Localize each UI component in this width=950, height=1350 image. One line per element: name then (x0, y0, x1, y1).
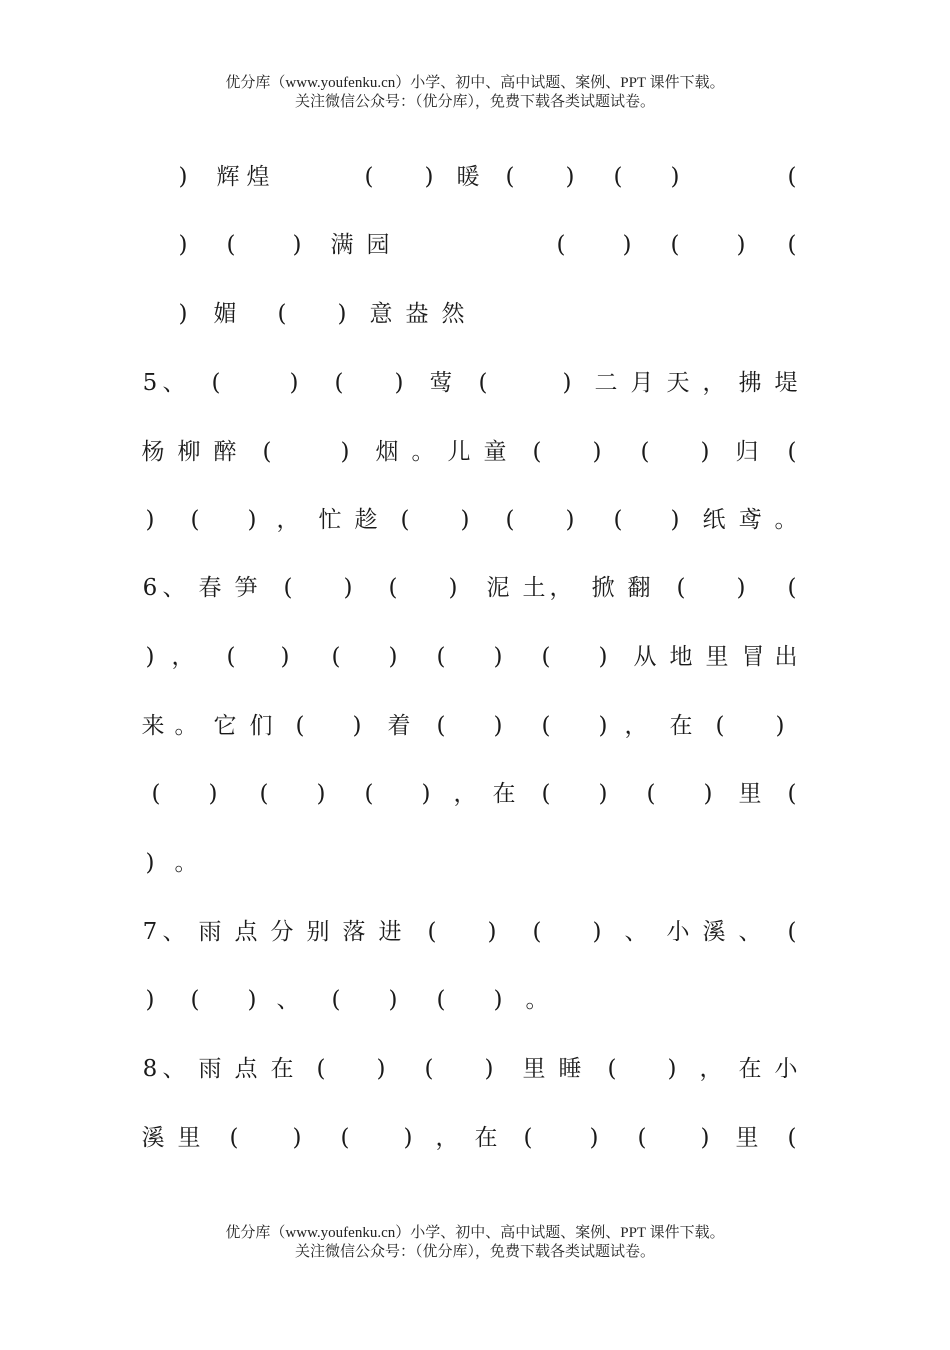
char: ( (226, 232, 236, 258)
char: ( (556, 232, 566, 258)
char: ( (316, 1056, 326, 1082)
char: 月 (630, 370, 654, 396)
char: 点 (234, 919, 258, 945)
char: 拂 (738, 370, 762, 396)
char: ) (736, 575, 746, 601)
char: 纸 (702, 507, 726, 533)
char: ( (541, 713, 551, 739)
char: ( (190, 987, 200, 1013)
char: 里 (177, 1125, 201, 1151)
text-line-9 (0, 711, 950, 741)
char: 在 (474, 1125, 498, 1151)
char: ) (178, 301, 188, 327)
char: 然 (441, 301, 465, 327)
char: ) (403, 1125, 413, 1151)
char: 柳 (177, 439, 201, 465)
char: ) (592, 919, 602, 945)
char: ) (598, 644, 608, 670)
char: 们 (249, 713, 273, 739)
char: 进 (378, 919, 402, 945)
char: 8 (142, 1056, 158, 1082)
char: 在 (270, 1056, 294, 1082)
page-footer-banner (0, 1224, 950, 1262)
char: 鸢 (738, 507, 762, 533)
char: ( (277, 301, 287, 327)
char: ( (532, 439, 542, 465)
char: 园 (366, 232, 390, 258)
char: ( (640, 439, 650, 465)
char: 落 (342, 919, 366, 945)
text-line-4 (0, 368, 950, 398)
page-header-banner (0, 74, 950, 112)
char: 、 (738, 919, 762, 945)
char: ( (787, 232, 797, 258)
char: ) (343, 575, 353, 601)
char: 童 (483, 439, 507, 465)
text-line-12 (0, 917, 950, 947)
char: 媚 (213, 301, 237, 327)
char: ) (670, 164, 680, 190)
char: ) (289, 370, 299, 396)
char: ) (736, 232, 746, 258)
char: ) (700, 439, 710, 465)
char: 、 (276, 987, 300, 1013)
char: ) (394, 370, 404, 396)
char: 、 (162, 1056, 186, 1082)
char: 在 (492, 781, 516, 807)
char: 土 (522, 575, 546, 601)
char: 雨 (198, 919, 222, 945)
char: ) (493, 987, 503, 1013)
char: ( (388, 575, 398, 601)
char: 。 (411, 439, 435, 465)
text-line-1 (0, 162, 950, 192)
char: 6 (142, 575, 158, 601)
char: ( (226, 644, 236, 670)
char: ( (670, 232, 680, 258)
char: ( (364, 164, 374, 190)
char: ) (565, 164, 575, 190)
char: ( (787, 164, 797, 190)
char: ， (171, 644, 195, 670)
char: 。 (525, 987, 549, 1013)
char: ( (646, 781, 656, 807)
char: 里 (705, 644, 729, 670)
char: ) (589, 1125, 599, 1151)
char: 在 (738, 1056, 762, 1082)
char: ) (448, 575, 458, 601)
char: 它 (213, 713, 237, 739)
text-line-7 (0, 573, 950, 603)
char: ( (424, 1056, 434, 1082)
char: ( (283, 575, 293, 601)
char: 。 (774, 507, 798, 533)
char: ) (565, 507, 575, 533)
header-line-1: 优分库（www.youfenku.cn）小学、初中、高中试题、案例、PPT 课件下载。 (225, 75, 725, 91)
char: 意 (369, 301, 393, 327)
char: 儿 (447, 439, 471, 465)
char: ) (388, 987, 398, 1013)
char: ( (505, 507, 515, 533)
char: ( (541, 781, 551, 807)
char: 小 (774, 1056, 798, 1082)
char: ( (541, 644, 551, 670)
char: 暖 (456, 164, 480, 190)
char: 地 (669, 644, 693, 670)
char: ) (145, 850, 155, 876)
char: ， (453, 781, 477, 807)
char: ( (364, 781, 374, 807)
char: ( (637, 1125, 647, 1151)
char: ( (523, 1125, 533, 1151)
char: 莺 (429, 370, 453, 396)
char: ) (376, 1056, 386, 1082)
char: 堤 (774, 370, 798, 396)
char: ( (532, 919, 542, 945)
char: 。 (174, 713, 198, 739)
char: 点 (234, 1056, 258, 1082)
char: 翻 (627, 575, 651, 601)
text-line-3 (0, 299, 950, 329)
char: ( (715, 713, 725, 739)
char: ) (667, 1056, 677, 1082)
text-line-8 (0, 642, 950, 672)
char: 别 (306, 919, 330, 945)
char: ) (292, 1125, 302, 1151)
char: 雨 (198, 1056, 222, 1082)
char: 二 (594, 370, 618, 396)
char: ( (607, 1056, 617, 1082)
char: 、 (162, 575, 186, 601)
char: 溪 (141, 1125, 165, 1151)
char: ( (436, 987, 446, 1013)
char: 7 (142, 919, 158, 945)
char: ( (211, 370, 221, 396)
char: ) (352, 713, 362, 739)
char: ) (247, 987, 257, 1013)
char: 盎 (405, 301, 429, 327)
char: ) (292, 232, 302, 258)
char: ( (787, 781, 797, 807)
char: ) (598, 713, 608, 739)
header-line-2: 关注微信公众号：（优分库），免费下载各类试题试卷。 (294, 94, 655, 110)
text-line-11 (0, 848, 950, 878)
char: ) (484, 1056, 494, 1082)
char: ( (478, 370, 488, 396)
char: 忙 (318, 507, 342, 533)
char: ( (436, 644, 446, 670)
char: ) (460, 507, 470, 533)
char: ( (331, 644, 341, 670)
footer-line-2: 关注微信公众号：（优分库），免费下载各类试题试卷。 (294, 1244, 655, 1260)
char: ) (145, 644, 155, 670)
char: 趁 (354, 507, 378, 533)
char: ( (334, 370, 344, 396)
text-line-6 (0, 505, 950, 535)
char: ) (592, 439, 602, 465)
char: ) (670, 507, 680, 533)
char: 5 (142, 370, 158, 396)
char: ( (151, 781, 161, 807)
char: 烟 (375, 439, 399, 465)
char: 天 (666, 370, 690, 396)
char: 小 (666, 919, 690, 945)
text-line-2 (0, 230, 950, 260)
char: ) (598, 781, 608, 807)
char: ， (699, 1056, 723, 1082)
char: 掀 (591, 575, 615, 601)
char: ) (388, 644, 398, 670)
char: 归 (735, 439, 759, 465)
char: 春 (198, 575, 222, 601)
char: ) (487, 919, 497, 945)
text-line-10 (0, 779, 950, 809)
char: 从 (633, 644, 657, 670)
char: 出 (774, 644, 798, 670)
char: 来 (141, 713, 165, 739)
char: ) (562, 370, 572, 396)
char: ) (703, 781, 713, 807)
char: ) (316, 781, 326, 807)
text-line-13 (0, 985, 950, 1015)
char: 冒 (741, 644, 765, 670)
char: 泥 (486, 575, 510, 601)
char: ， (549, 575, 573, 601)
char: ) (775, 713, 785, 739)
char: 溪 (702, 919, 726, 945)
char: ( (787, 575, 797, 601)
char: 、 (162, 919, 186, 945)
char: ( (400, 507, 410, 533)
char: ) (340, 439, 350, 465)
char: 睡 (558, 1056, 582, 1082)
char: 在 (669, 713, 693, 739)
char: ) (424, 164, 434, 190)
char: 分 (270, 919, 294, 945)
char: ) (493, 644, 503, 670)
char: ( (259, 781, 269, 807)
char: 里 (738, 781, 762, 807)
char: ， (276, 507, 300, 533)
char: ) (421, 781, 431, 807)
char: 、 (162, 370, 186, 396)
char: 里 (522, 1056, 546, 1082)
char: ( (613, 507, 623, 533)
char: 辉 (216, 164, 240, 190)
char: ( (190, 507, 200, 533)
char: ) (145, 507, 155, 533)
char: ( (427, 919, 437, 945)
char: ) (700, 1125, 710, 1151)
char: ( (229, 1125, 239, 1151)
text-line-14 (0, 1054, 950, 1084)
char: ， (435, 1125, 459, 1151)
char: ( (787, 919, 797, 945)
char: ( (331, 987, 341, 1013)
char: ) (208, 781, 218, 807)
char: ) (337, 301, 347, 327)
char: ( (787, 439, 797, 465)
char: ) (280, 644, 290, 670)
char: ) (622, 232, 632, 258)
char: 里 (735, 1125, 759, 1151)
char: 笋 (234, 575, 258, 601)
char: ) (247, 507, 257, 533)
char: 。 (174, 850, 198, 876)
char: ( (676, 575, 686, 601)
char: 煌 (246, 164, 270, 190)
char: 、 (624, 919, 648, 945)
char: 满 (330, 232, 354, 258)
char: 醉 (213, 439, 237, 465)
char: ， (624, 713, 648, 739)
char: ( (340, 1125, 350, 1151)
char: ) (493, 713, 503, 739)
text-line-15 (0, 1123, 950, 1153)
char: ) (178, 232, 188, 258)
char: ( (262, 439, 272, 465)
char: ， (702, 370, 726, 396)
char: ( (613, 164, 623, 190)
char: ( (505, 164, 515, 190)
char: 杨 (141, 439, 165, 465)
char: ) (145, 987, 155, 1013)
char: ( (436, 713, 446, 739)
footer-line-1: 优分库（www.youfenku.cn）小学、初中、高中试题、案例、PPT 课件下载。 (225, 1225, 725, 1241)
text-line-5 (0, 437, 950, 467)
char: 着 (387, 713, 411, 739)
char: ) (178, 164, 188, 190)
char: ( (787, 1125, 797, 1151)
char: ( (295, 713, 305, 739)
